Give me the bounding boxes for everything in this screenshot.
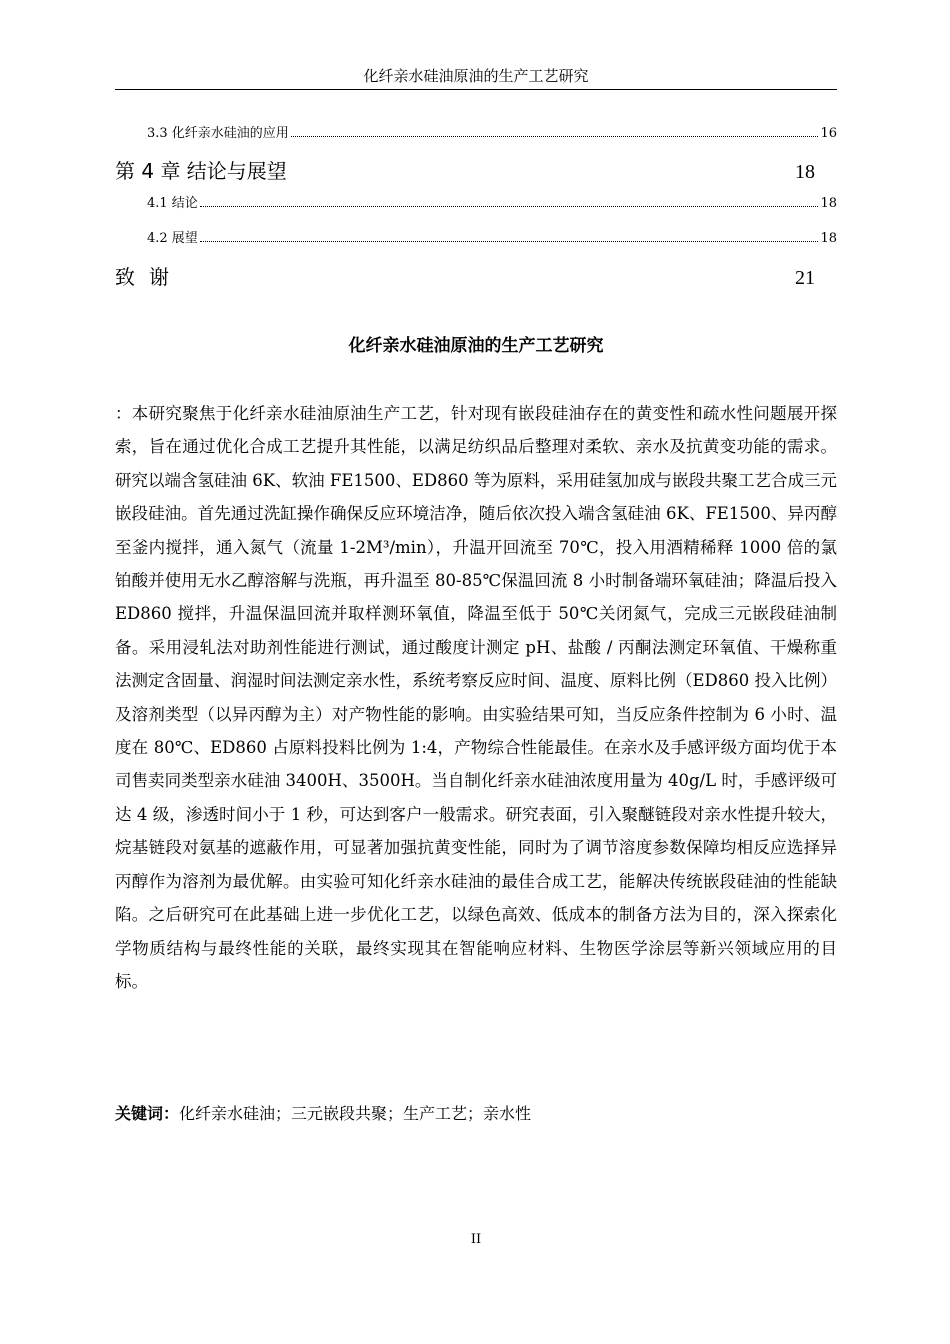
- toc-chapter-4[interactable]: [115, 155, 815, 184]
- toc-entry-label: 3.3 化纤亲水硅油的应用: [147, 126, 289, 141]
- keywords-label: 关键词：: [115, 1104, 180, 1123]
- toc-leader-dots: [291, 136, 819, 137]
- toc-acknowledgements[interactable]: [115, 261, 815, 290]
- toc-entry-page: 18: [820, 196, 837, 211]
- keywords-text: 化纤亲水硅油；三元嵌段共聚；生产工艺；亲水性: [179, 1104, 532, 1123]
- toc-entry-4-1[interactable]: [147, 192, 837, 211]
- toc-entry-4-2[interactable]: [147, 227, 837, 246]
- toc-chapter-page: 18: [795, 161, 815, 183]
- toc-chapter-label: 致谢: [115, 265, 183, 289]
- running-header: 化纤亲水硅油原油的生产工艺研究: [363, 67, 589, 85]
- toc-entry-page: 18: [820, 231, 837, 246]
- toc-leader-dots: [200, 241, 819, 242]
- toc-entry-page: 16: [820, 126, 837, 141]
- abstract-paragraph: ：本研究聚焦于化纤亲水硅油原油生产工艺，针对现有嵌段硅油存在的黄变性和疏水性问题展开探索，旨在通过优化合成工艺提升其性能，以满足纺织品后整理对柔软、亲水及抗黄变功能的需求。研究以端含氢硅油 6K、软油 FE1500、ED860 等为原料，采用硅氢加成与嵌段共聚工艺合成三元嵌段硅油。首先通过洗缸操作确保反应环境洁净，随后依次投入端含氢硅油 6K、FE1500、异丙醇至釜内搅拌，通入氮气（流量 1-2M³/min），升温开回流至 70℃，投入用酒精稀释 1000 倍的氯铂酸并使用无水乙醇溶解与洗瓶，再升温至 80-85℃保温回流 8 小时制备端环氧硅油；降温后投入 ED860 搅拌，升温保温回流并取样测环氧值，降温至低于 50℃关闭氮气，完成三元嵌段硅油制备。采用浸轧法对助剂性能进行测试，通过酸度计测定 pH、盐酸 / 丙酮法测定环氧值、干燥称重法测定含固量、润湿时间法测定亲水性，系统考察反应时间、温度、原料比例（ED860 投入比例）及溶剂类型（以异丙醇为主）对产物性能的影响。由实验结果可知，当反应条件控制为 6 小时、温度在 80℃、ED860 占原料投料比例为 1:4，产物综合性能最佳。在亲水及手感评级方面均优于本司售卖同类型亲水硅油 3400H、3500H。当自制化纤亲水硅油浓度用量为 40g/L 时，手感评级可达 4 级，渗透时间小于 1 秒，可达到客户一般需求。研究表面，引入聚醚链段对亲水性提升较大，烷基链段对氨基的遮蔽作用，可显著加强抗黄变性能，同时为了调节溶度参数保障均相反应选择异丙醇作为溶剂为最优解。由实验可知化纤亲水硅油的最佳合成工艺，能解决传统嵌段硅油的性能缺陷。之后研究可在此基础上进一步优化工艺，以绿色高效、低成本的制备方法为目的，深入探索化学物质结构与最终性能的关联，最终实现其在智能响应材料、生物医学涂层等新兴领域应用的目标。: [115, 404, 838, 991]
- page-number: II: [470, 1232, 482, 1247]
- toc-entry-3-3[interactable]: [147, 122, 837, 141]
- toc-entry-label: 4.2 展望: [147, 231, 198, 246]
- toc-entry-label: 4.1 结论: [147, 196, 198, 211]
- toc-leader-dots: [200, 206, 819, 207]
- toc-chapter-page: 21: [795, 267, 815, 289]
- header-rule: [115, 89, 837, 90]
- document-title: 化纤亲水硅油原油的生产工艺研究: [348, 336, 604, 356]
- toc-chapter-label: 第 4 章 结论与展望: [115, 159, 287, 183]
- keywords-line: [115, 1101, 837, 1124]
